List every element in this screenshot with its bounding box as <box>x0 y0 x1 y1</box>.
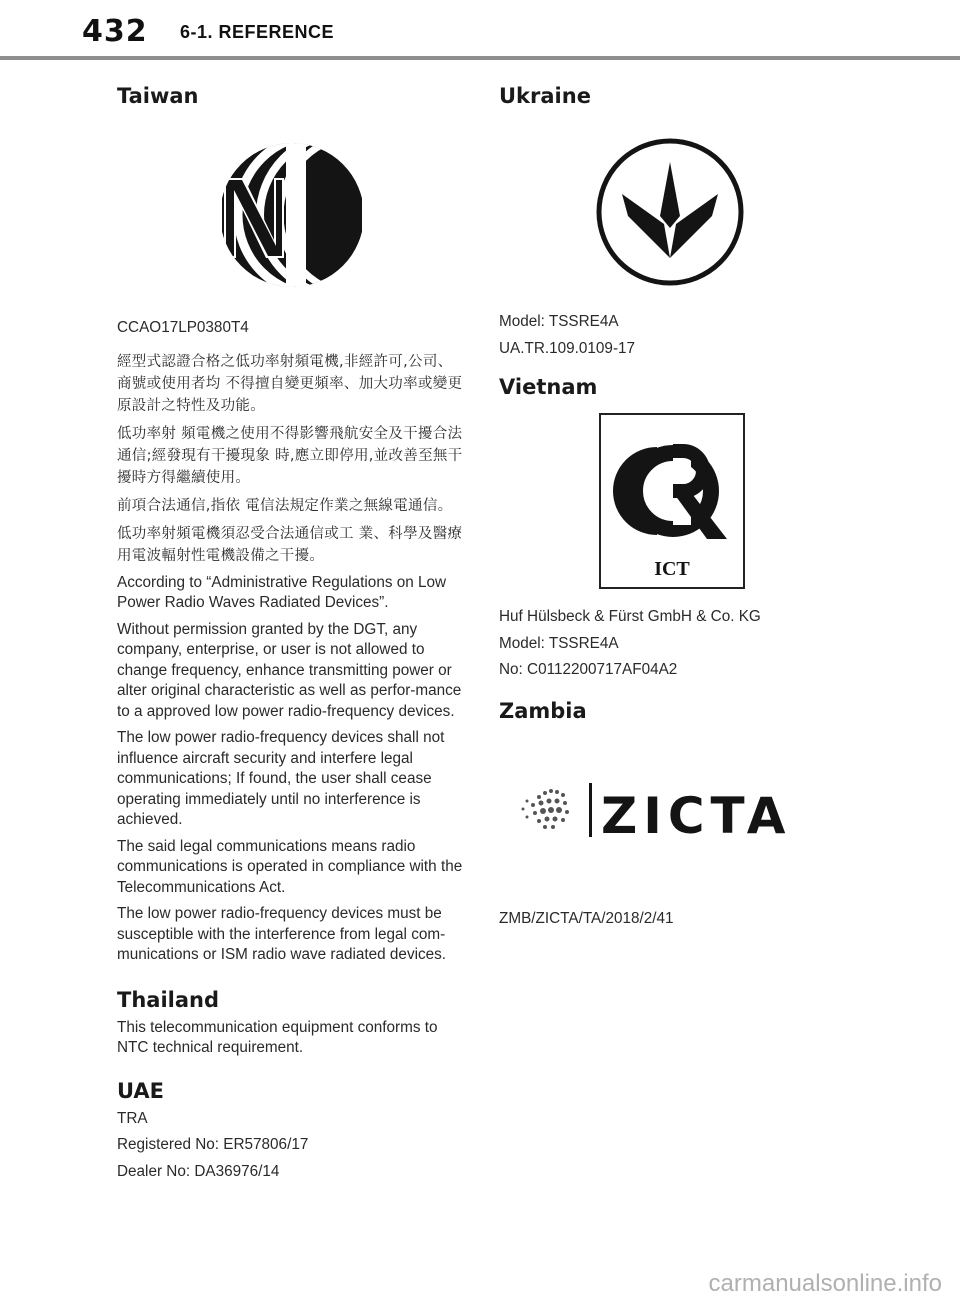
section-title: 6-1. REFERENCE <box>180 22 335 42</box>
uae-line: Registered No: ER57806/17 <box>117 1136 309 1153</box>
watermark: carmanualsonline.info <box>708 1270 942 1297</box>
taiwan-paragraph: According to “Administrative Regulations on Low Power Radio Waves Radiated Devices”. <box>117 573 447 611</box>
ncc-logo-icon <box>222 140 362 290</box>
uae-line: Dealer No: DA36976/14 <box>117 1162 280 1180</box>
taiwan-cjk-paragraph: 低功率射 頻電機之使用不得影響飛航安全及干擾合法通信;經發現有干擾現象 時,應立即停用,並改善至無干擾時方得繼續使用。 <box>117 425 463 486</box>
ukraine-line: UA.TR.109.0109-17 <box>499 339 636 357</box>
taiwan-cjk-paragraph: 前項合法通信,指依 電信法規定作業之無線電通信。 <box>117 497 453 514</box>
taiwan-cjk-paragraph: 低功率射頻電機須忍受合法通信或工 業、科學及醫療用電波輻射性電機設備之干擾。 <box>117 525 463 564</box>
zambia-line: ZMB/ZICTA/TA/2018/2/41 <box>499 909 674 927</box>
ukraine-heading: Ukraine <box>499 84 591 108</box>
cr-mark-icon <box>601 415 743 587</box>
taiwan-paragraph: The said legal communications means radio communications is operated in compliance with the Telecommunications Act. <box>117 837 463 896</box>
ukraine-mark-icon <box>594 136 746 288</box>
zicta-logo-text: ZICTA <box>601 786 792 841</box>
ukraine-conformity-mark <box>594 136 746 288</box>
ict-logo-text: ICT <box>654 558 690 580</box>
vietnam-heading: Vietnam <box>499 375 598 399</box>
ncc-logo <box>222 140 362 290</box>
taiwan-paragraph: The low power radio-frequency devices must be susceptible with the interference from legal com-munications or ISM radio wave radiated devices. <box>117 905 447 963</box>
page-header <box>0 0 960 62</box>
zicta-logo-icon <box>517 779 827 841</box>
thailand-text: This telecommunication equipment conforms to NTC technical requirement. <box>117 1018 438 1056</box>
uae-heading: UAE <box>117 1078 165 1103</box>
zicta-logo <box>517 779 827 841</box>
thailand-heading: Thailand <box>117 987 219 1012</box>
vietnam-line: Model: TSSRE4A <box>499 634 619 652</box>
ukraine-line: Model: TSSRE4A <box>499 313 619 330</box>
left-column <box>117 80 467 1188</box>
vietnam-line: No: C0112200717AF04A2 <box>499 661 678 678</box>
header-rule <box>0 56 960 60</box>
right-column <box>499 80 849 935</box>
taiwan-cjk-paragraph: 經型式認證合格之低功率射頻電機,非經許可,公司、商號或使用者均 不得擅自變更頻率、加大功率或變更原設計之特性及功能。 <box>117 353 463 414</box>
taiwan-paragraph: The low power radio-frequency devices shall not influence aircraft security and interfere legal communications; If found, the user shall cease operating immediately until no interference is achieved. <box>117 729 445 828</box>
taiwan-paragraph: Without permission granted by the DGT, any company, enterprise, or user is not allowed to change frequency, enhance transmitting power or alter original characteristic as well as perfor-mance to a approved low power radio-frequency devices. <box>117 620 462 720</box>
vietnam-line: Huf Hülsbeck & Fürst GmbH & Co. KG <box>499 608 761 625</box>
zambia-heading: Zambia <box>499 698 587 723</box>
uae-line: TRA <box>117 1109 148 1127</box>
taiwan-code: CCAO17LP0380T4 <box>117 319 249 336</box>
page-number: 432 <box>82 14 148 49</box>
ict-cr-logo <box>599 413 745 589</box>
taiwan-heading: Taiwan <box>117 84 199 108</box>
